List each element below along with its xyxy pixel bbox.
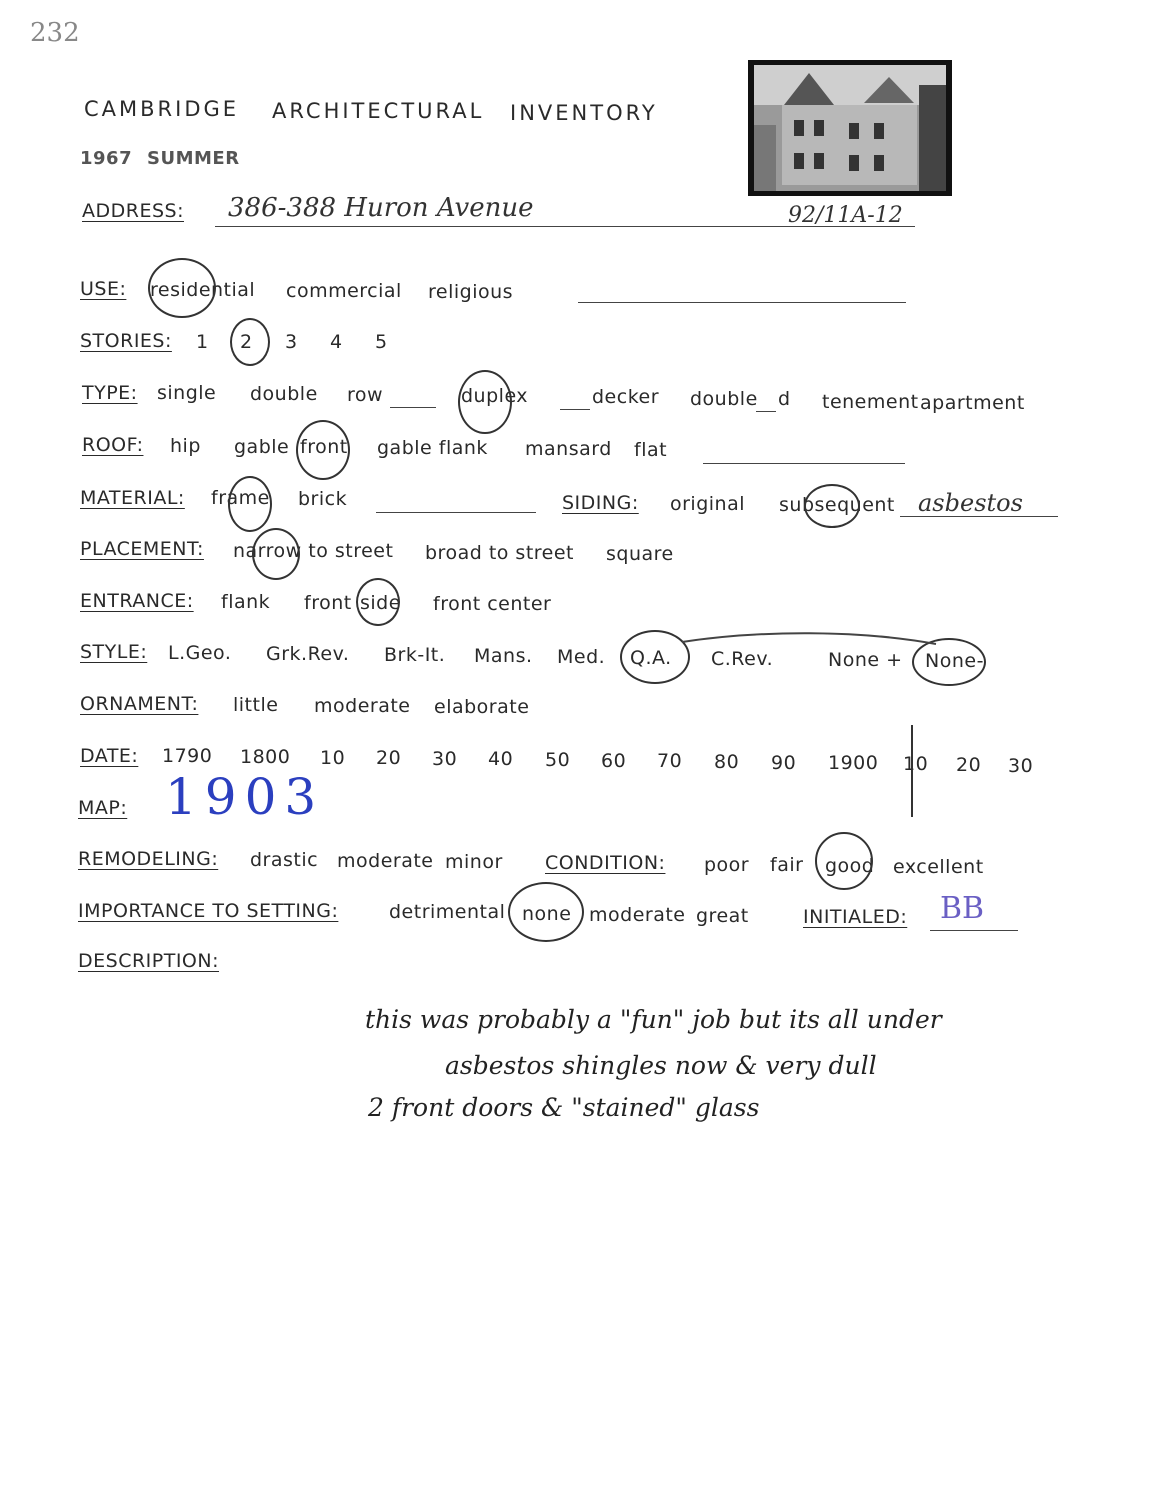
roof-mansard: mansard [525,438,612,460]
roof-other-line [703,463,905,464]
siding-subsequent: subsequent [779,494,895,516]
roof-gable-flank: gable flank [377,437,488,459]
importance-detrimental: detrimental [389,901,506,923]
address-label: ADDRESS: [82,200,184,222]
style-connector-stroke [680,628,940,652]
use-commercial: commercial [286,280,402,302]
date-20: 20 [376,747,402,769]
date-80: 80 [714,751,740,773]
initialed-written: BB [940,891,985,926]
remodeling-drastic: drastic [250,849,319,871]
date-1910: 10 [903,753,929,775]
placement-narrow: narrow to street [233,540,394,562]
placement-circle-mark [252,528,300,580]
survey-year: 1967 [80,148,133,169]
type-apartment: apartment [920,392,1025,414]
ornament-label: ORNAMENT: [80,693,199,715]
placement-broad: broad to street [425,542,575,564]
date-vertical-mark [911,725,913,817]
type-row: row [347,384,384,406]
title-word-3: INVENTORY [510,101,658,125]
date-label: DATE: [80,745,139,767]
style-med: Med. [557,646,606,668]
material-frame: frame [211,487,270,509]
style-none-minus: None- [925,650,984,672]
date-1790: 1790 [162,745,213,767]
material-label: MATERIAL: [80,487,185,509]
type-circle-mark [458,370,512,434]
type-double: double [250,383,318,405]
ornament-elaborate: elaborate [434,696,530,718]
date-90: 90 [771,752,797,774]
style-mans: Mans. [474,645,533,667]
remodeling-label: REMODELING: [78,848,219,870]
use-religious: religious [428,281,514,303]
roof-flat: flat [634,439,668,461]
condition-circle-mark [815,832,873,890]
siding-original: original [670,493,746,515]
entrance-label: ENTRANCE: [80,590,194,612]
siding-circle-mark [804,484,860,528]
map-label: MAP: [78,797,128,819]
roof-hip: hip [170,435,201,457]
material-circle-mark [228,476,272,532]
use-residential: residential [150,279,256,301]
house-photo [748,60,952,196]
ornament-moderate: moderate [314,695,411,717]
date-70: 70 [657,750,683,772]
date-40: 40 [488,748,514,770]
type-decker-line [560,409,590,410]
style-crev: C.Rev. [711,648,774,670]
entrance-side: side [360,592,401,614]
siding-label: SIDING: [562,492,639,514]
type-row-line [390,407,436,408]
style-label: STYLE: [80,641,148,663]
description-line-3: 2 front doors & "stained" glass [368,1093,760,1122]
style-lgeo: L.Geo. [168,642,232,664]
roof-gable: gable [234,436,290,458]
stories-3: 3 [285,331,298,353]
importance-none: none [522,903,572,925]
entrance-circle-mark [356,578,400,626]
type-double-d: double [690,388,758,410]
siding-written: asbestos [918,489,1023,517]
remodeling-moderate: moderate [337,850,434,872]
date-1900: 1900 [828,752,879,774]
description-label: DESCRIPTION: [78,950,220,972]
date-50: 50 [545,749,571,771]
survey-season: SUMMER [147,148,240,169]
entrance-flank: flank [221,591,271,613]
type-label: TYPE: [82,382,138,404]
title-word-2: ARCHITECTURAL [272,99,485,123]
importance-circle-mark [508,882,584,942]
stories-4: 4 [330,331,343,353]
address-street: 386-388 Huron Avenue [228,193,534,223]
material-other-line [376,512,536,513]
type-tenement: tenement [822,391,919,413]
stories-2: 2 [240,331,253,353]
address-line [215,226,915,227]
stories-1: 1 [196,331,209,353]
date-60: 60 [601,750,627,772]
placement-square: square [606,543,674,565]
style-qa: Q.A. [630,647,672,669]
importance-great: great [696,905,749,927]
type-decker: decker [592,386,660,408]
description-line-1: this was probably a "fun" job but its all under [365,1005,942,1034]
date-10: 10 [320,747,346,769]
roof-front: front [300,436,348,458]
use-label: USE: [80,278,127,300]
map-written-year: 1903 [165,768,325,826]
style-brkit: Brk-It. [384,644,446,666]
condition-fair: fair [770,854,804,876]
type-d: d [778,388,791,410]
page-number: 232 [30,18,80,48]
use-other-line [578,302,906,303]
stories-circle-mark [230,318,270,366]
entrance-front-center: front center [433,593,552,615]
importance-label: IMPORTANCE TO SETTING: [78,900,339,922]
ornament-little: little [233,694,279,716]
remodeling-minor: minor [445,851,503,873]
type-double-d-line [756,411,776,412]
condition-poor: poor [704,854,750,876]
initialed-line [930,930,1018,931]
date-1920: 20 [956,754,982,776]
roof-label: ROOF: [82,434,144,456]
siding-other-line [900,516,1058,517]
initialed-label: INITIALED: [803,906,908,928]
roof-circle-mark [296,420,350,480]
importance-moderate: moderate [589,904,686,926]
date-1800: 1800 [240,746,291,768]
type-single: single [157,382,217,404]
stories-5: 5 [375,331,388,353]
entrance-front: front [304,592,352,614]
date-1930: 30 [1008,755,1034,777]
material-brick: brick [298,488,348,510]
condition-label: CONDITION: [545,852,666,874]
address-parcel: 92/11A-12 [788,203,903,228]
stories-label: STORIES: [80,330,172,352]
date-30: 30 [432,748,458,770]
style-grkrev: Grk.Rev. [266,643,350,665]
type-duplex: duplex [461,385,529,407]
placement-label: PLACEMENT: [80,538,204,560]
condition-excellent: excellent [893,856,984,878]
title-word-1: CAMBRIDGE [84,97,240,121]
condition-good: good [825,855,875,877]
description-line-2: asbestos shingles now & very dull [445,1051,877,1080]
use-circle-mark [148,258,216,318]
style-none-plus: None + [828,649,903,671]
